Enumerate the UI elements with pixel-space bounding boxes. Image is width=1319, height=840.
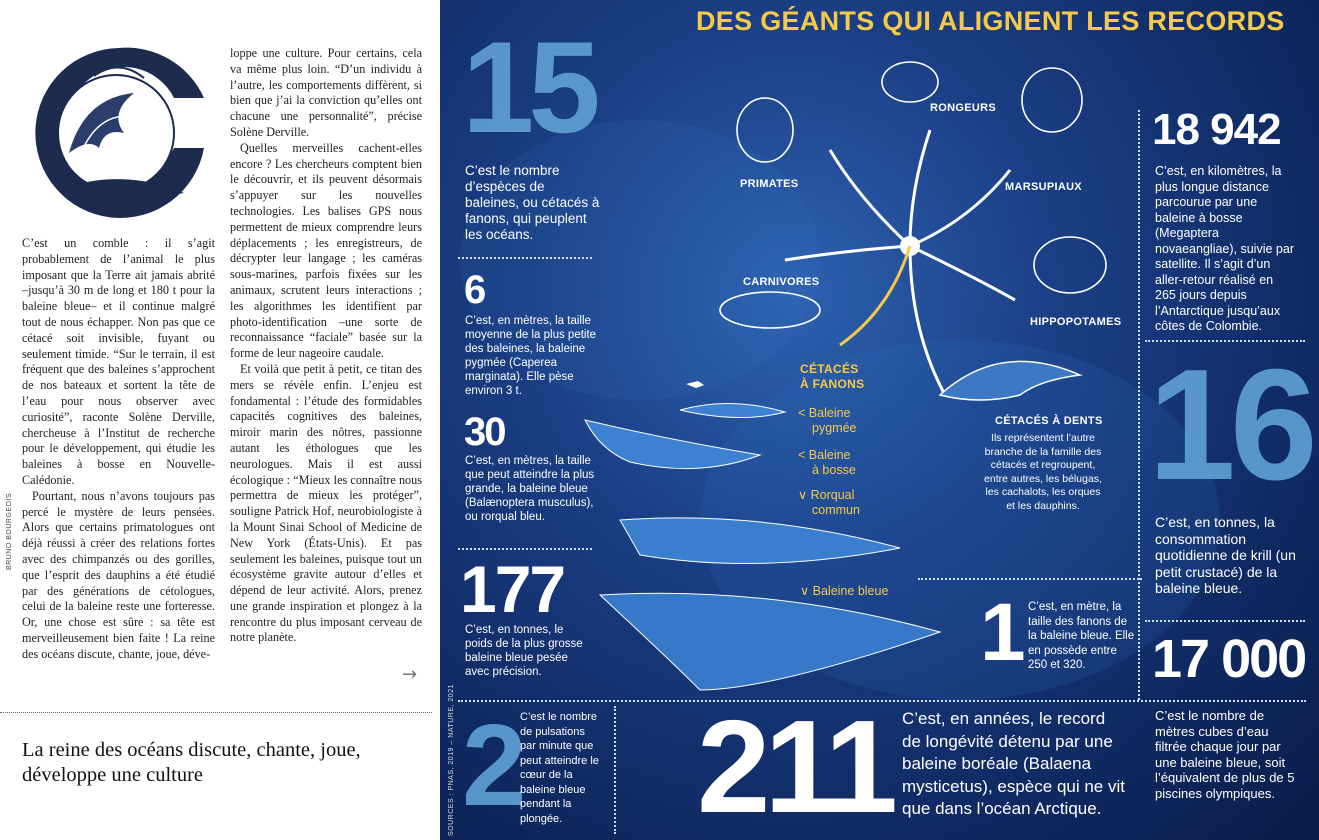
label-carnivores: CARNIVORES (743, 276, 820, 288)
hippo-icon (1034, 237, 1106, 293)
stat-text-weight: C’est, en tonnes, le poids de la plus grosse baleine bleue pesée avec précision. (465, 624, 583, 678)
cetaces-dents-desc-line: cétacés et regroupent, (990, 459, 1096, 471)
cetaces-dents-desc-line: branche de la famille des (984, 445, 1102, 458)
whale-label-line: commun (812, 503, 860, 517)
whale-label-bleue (800, 584, 888, 599)
divider (0, 712, 432, 713)
cetaces-dents-desc-line: et les dauphins. (1006, 499, 1080, 512)
whale-label-pygmee (798, 406, 856, 436)
branch-primates (830, 150, 910, 246)
infographic-title: DES GÉANTS QUI ALIGNENT LES RECORDS (696, 6, 1285, 36)
whale-label-line: à bosse (812, 463, 856, 477)
stat-text-distance: C’est, en kilomètres, la plus longue distance parcourue par une baleine à bosse (Megaptera novaeangliae), suivie par satellite. Il s’agit d’un aller-retour réalisé en 265 jours depuis l’Antarctique jusqu’aux côtes de Colombie. (1155, 164, 1294, 333)
branch-hippopotames (910, 246, 1015, 300)
col2-paragraph-3: Et voilà que petit à petit, ce titan des mers se révèle enfin. L’enjeu est fondamental : l’étude des formidables capacités cognitives des baleines, miroir marin des nôtres, passionne autant les éthologues que les neurologues. Mais il est aussi écologique : “Mieux les connaître nous permettra de mieux les protéger”, souligne Patrick Hof, neurobiologiste à la Mount Sinai School of Medicine de New York (États-Unis). Et pas seulement les baleines, puisque tout un écosystème gravite autour d’elles et dépend de leur activité. Alors, prenez une grande inspiration et plongez à la rencontre du plus imposant cerveau de notre planète. (230, 361, 422, 645)
stat-text-longevity: C’est, en années, le record de longévité détenu par une baleine boréale (Balaena mysticetus), espèce qui ne vit que dans l’océan Arctique. (902, 709, 1125, 818)
primate-icon (737, 98, 793, 162)
branch-marsupiaux (910, 170, 1010, 246)
stat-text-water: C’est le nombre de mètres cubes d’eau filtrée chaque jour par une baleine bleue, soit l’équivalent de plus de 5 piscines olympiques. (1155, 708, 1295, 801)
stat-number-longevity: 211 (697, 693, 892, 840)
branch-rongeurs (910, 130, 930, 246)
cetaces-dents-description (968, 432, 1118, 513)
cetaces-dents-desc-line: les cachalots, les orques (985, 486, 1101, 498)
separator (458, 257, 592, 259)
separator (458, 548, 592, 550)
separator (614, 706, 616, 834)
col1-paragraph-2: Pourtant, nous n’avons toujours pas percé le mystère de leurs pensées. Alors que certains primatologues ont déjà réussi à créer des relations fortes avec des chimpanzés ou des gorilles, que l’esprit des dauphins a été étudié par des générations de cétologues, celui de la baleine reste une forteresse. Or, une chose est sûre : sa tête est merveilleusement bien faite ! La reine des océans discute, chante, joue, déve- (22, 488, 215, 661)
whale-label-line: Baleine (808, 406, 851, 420)
article-page (0, 0, 440, 840)
whale-label-line: Baleine bleue (812, 584, 889, 598)
col1-paragraph-1: C’est un comble : il s’agit probablement de l’animal le plus imposant que la Terre ait jamais abrité –jusqu’à 30 m de long et 180 t pour la baleine bleue– et il continue malgré tout de nous échapper. Non pas que ce cétacé soit invisible, fuyant ou seulement timide. “Sur le terrain, il est fréquent que des baleines s’approchent de nos bateaux et sortent la tête de l’eau pour nous observer avec curiosité”, raconte Solène Derville, chercheuse à l’Institut de recherche pour le développement, qui étudie les baleines à bosse en Nouvelle-Calédonie. (22, 236, 215, 487)
whale-label-marker: ∨ (800, 584, 810, 598)
stat-number-species: 15 (462, 14, 595, 160)
whale-label-line: Rorqual (810, 488, 855, 502)
stat-text-heart: C’est le nombre de pulsations par minute que peut atteindre le cœur de la baleine bleue pendant la plongée. (520, 711, 599, 825)
label-hippopotames: HIPPOPOTAMES (1030, 316, 1122, 328)
col2-paragraph-2: Quelles merveilles cachent-elles encore ? Les chercheurs comptent bien le découvrir, et ils peuvent désormais s’appuyer sur les nouvelles technologies. Les balises GPS nous permettent de mieux comprendre leurs déplacements ; les enregistreurs, de décrypter leur langage ; les caméras sous-marines, parfois fixées sur les animaux, scrutent leurs interactions ; les algorithmes les identifient par photo-identification –une sorte de reconnaissance “faciale” basée sur la forme de leur nageoire caudale. (230, 140, 422, 361)
label-cetaces-dents: CÉTACÉS À DENTS (995, 415, 1103, 427)
stat-number-heart: 2 (462, 700, 521, 830)
col2-paragraph-1: loppe une culture. Pour certains, cela va même plus loin. “D’un individu à l’autre, les comportements diffèrent, si bien que j’ai la conviction qu’elles ont chacune une personnalité”, précise Solène Derville. (230, 46, 422, 139)
cetaces-dents-desc-line: entre autres, les bélugas, (984, 472, 1102, 485)
article-column-2 (230, 46, 422, 646)
stat-number-water: 17 000 (1152, 629, 1306, 689)
photo-credit: BRUNO BOURGEOIS (6, 492, 13, 570)
separator (1145, 620, 1305, 622)
branch-cetaces-fanons (840, 246, 910, 345)
label-primates: PRIMATES (740, 178, 799, 190)
continue-arrow-icon: → (402, 664, 418, 685)
stat-text-length: C’est, en mètres, la taille que peut atteindre la plus grande, la baleine bleue (Balænoptera musculus), ou rorqual bleu. (465, 455, 595, 523)
stat-number-distance: 18 942 (1152, 105, 1281, 154)
whale-label-bosse (798, 448, 856, 478)
whale-label-line: pygmée (812, 421, 857, 435)
label-rongeurs: RONGEURS (930, 102, 996, 114)
stat-text-smallest: C’est, en mètres, la taille moyenne de la plus petite des baleines, la baleine pygmée (Caperea marginata). Elle pèse environ 3 t. (465, 315, 597, 397)
whale-label-rorqual (798, 488, 860, 518)
stat-text-species: C’est le nombre d’espèces de baleines, ou cétacés à fanons, qui peuplent les océans. (465, 163, 600, 242)
stat-number-krill: 16 (1148, 337, 1312, 513)
whale-label-marker: < (798, 406, 806, 420)
koala-icon (1022, 68, 1082, 132)
stat-number-length: 30 (464, 410, 505, 454)
stat-text-baleen: C’est, en mètre, la taille des fanons de la baleine bleue. Elle en possède entre 250 et 320. (1028, 601, 1135, 671)
infographic-page (440, 0, 1319, 840)
pull-quote: La reine des océans discute, chante, joue, développe une culture (22, 739, 361, 786)
stat-text-krill: C’est, en tonnes, la consommation quotidienne de krill (un petit crustacé) de la baleine bleue. (1155, 514, 1296, 596)
stat-number-baleen: 1 (980, 587, 1024, 678)
whale-label-marker: ∨ (798, 488, 808, 502)
sources-note: SOURCES : PNAS, 2019 – NATURE, 2021 (448, 684, 455, 836)
rodent-icon (882, 62, 938, 102)
cetaces-dents-desc-line: Ils représentent l’autre (991, 432, 1095, 444)
stat-number-weight: 177 (460, 552, 565, 626)
label-marsupiaux: MARSUPIAUX (1005, 181, 1082, 193)
whale-label-line: Baleine (808, 448, 851, 462)
label-cetaces-fanons-line1: CÉTACÉS (800, 362, 859, 376)
stat-number-smallest: 6 (464, 268, 485, 312)
article-column-1 (22, 236, 215, 663)
separator (1138, 110, 1140, 700)
drop-cap-whale-wave-illustration (24, 38, 214, 228)
separator (918, 578, 1142, 580)
whale-label-marker: < (798, 448, 806, 462)
label-cetaces-fanons-line2: À FANONS (800, 377, 865, 391)
